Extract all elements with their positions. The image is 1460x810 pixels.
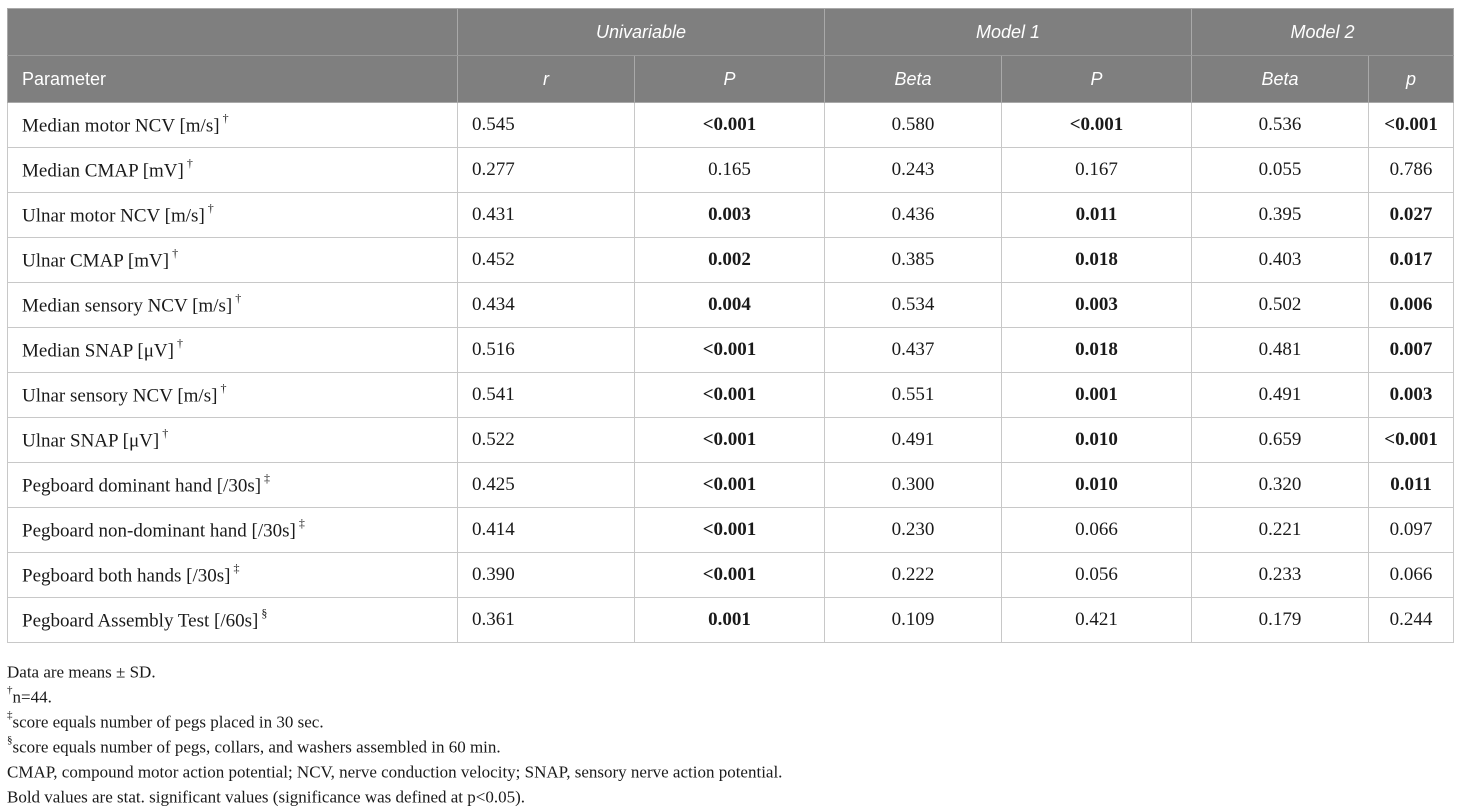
cell-beta-model-1: 0.437	[825, 328, 1002, 373]
results-table	[7, 8, 1454, 643]
col-header-beta-model-1: Beta	[825, 56, 1002, 103]
footnote-line	[7, 781, 1447, 806]
cell-p-model-2: 0.006	[1369, 283, 1454, 328]
footnote-mark: †	[235, 290, 242, 305]
parameter-label: Median sensory NCV [m/s]	[22, 295, 233, 317]
cell-r: 0.434	[458, 283, 635, 328]
cell-p-model-2: 0.007	[1369, 328, 1454, 373]
cell-p-model-2: <0.001	[1369, 103, 1454, 148]
footnote-mark: †	[186, 155, 193, 170]
cell-parameter	[8, 283, 458, 328]
cell-p-model-1: 0.003	[1002, 283, 1192, 328]
parameter-label: Ulnar motor NCV [m/s]	[22, 205, 205, 227]
footnote-line	[7, 706, 1447, 731]
column-header-row	[8, 56, 1454, 103]
cell-beta-model-1: 0.385	[825, 238, 1002, 283]
cell-beta-model-2: 0.403	[1192, 238, 1369, 283]
parameter-label: Pegboard dominant hand [/30s]	[22, 475, 262, 497]
table-header	[8, 9, 1454, 103]
cell-p-model-2: 0.786	[1369, 148, 1454, 193]
cell-parameter	[8, 373, 458, 418]
results-table-container	[7, 8, 1453, 643]
cell-parameter	[8, 508, 458, 553]
cell-parameter	[8, 103, 458, 148]
cell-p-model-1: 0.018	[1002, 328, 1192, 373]
parameter-label: Median motor NCV [m/s]	[22, 115, 220, 137]
parameter-label: Pegboard non-dominant hand [/30s]	[22, 520, 296, 542]
cell-p-model-1: 0.018	[1002, 238, 1192, 283]
footnote-mark: ‡	[233, 560, 240, 575]
footnote-text: CMAP, compound motor action potential; NCV, nerve conduction velocity; SNAP, sensory nerve action potential.	[7, 762, 783, 782]
cell-p-univariable: 0.165	[635, 148, 825, 193]
table-body	[8, 103, 1454, 643]
cell-p-model-1: 0.010	[1002, 418, 1192, 463]
parameter-label: Ulnar SNAP [μV]	[22, 430, 160, 452]
parameter-label: Median CMAP [mV]	[22, 160, 184, 182]
cell-beta-model-2: 0.395	[1192, 193, 1369, 238]
cell-p-model-1: 0.056	[1002, 553, 1192, 598]
footnote-symbol: §	[7, 734, 13, 746]
table-row	[8, 553, 1454, 598]
table-row	[8, 238, 1454, 283]
footnote-mark: †	[222, 110, 229, 125]
group-header-model-1: Model 1	[825, 9, 1192, 56]
cell-p-univariable: <0.001	[635, 328, 825, 373]
col-header-p-model-2: p	[1369, 56, 1454, 103]
group-header-row	[8, 9, 1454, 56]
cell-parameter	[8, 418, 458, 463]
footnote-mark: ‡	[298, 515, 305, 530]
table-row	[8, 598, 1454, 643]
cell-parameter	[8, 598, 458, 643]
cell-p-model-2: 0.097	[1369, 508, 1454, 553]
cell-beta-model-2: 0.055	[1192, 148, 1369, 193]
cell-parameter	[8, 328, 458, 373]
cell-p-univariable: 0.002	[635, 238, 825, 283]
footnote-mark: †	[172, 245, 179, 260]
cell-p-model-1: 0.010	[1002, 463, 1192, 508]
footnote-line	[7, 656, 1447, 681]
cell-p-model-1: 0.167	[1002, 148, 1192, 193]
cell-beta-model-2: 0.481	[1192, 328, 1369, 373]
parameter-label: Pegboard Assembly Test [/60s]	[22, 610, 259, 632]
cell-p-model-2: <0.001	[1369, 418, 1454, 463]
cell-p-model-2: 0.003	[1369, 373, 1454, 418]
cell-p-model-1: 0.066	[1002, 508, 1192, 553]
group-header-model-2: Model 2	[1192, 9, 1454, 56]
cell-beta-model-1: 0.436	[825, 193, 1002, 238]
cell-r: 0.522	[458, 418, 635, 463]
footnote-mark: †	[207, 200, 214, 215]
cell-p-model-1: 0.421	[1002, 598, 1192, 643]
footnote-mark: †	[220, 380, 227, 395]
group-header-empty	[8, 9, 458, 56]
cell-r: 0.390	[458, 553, 635, 598]
footnote-line	[7, 756, 1447, 781]
cell-beta-model-1: 0.551	[825, 373, 1002, 418]
cell-p-univariable: <0.001	[635, 103, 825, 148]
col-header-p-model-1: P	[1002, 56, 1192, 103]
footnote-text: Data are means ± SD.	[7, 662, 156, 682]
parameter-label: Pegboard both hands [/30s]	[22, 565, 231, 587]
table-row	[8, 463, 1454, 508]
table-footnotes	[7, 656, 1447, 806]
table-row	[8, 283, 1454, 328]
footnote-text: Bold values are stat. significant values (significance was defined at p<0.05).	[7, 787, 526, 807]
cell-r: 0.452	[458, 238, 635, 283]
cell-beta-model-2: 0.502	[1192, 283, 1369, 328]
cell-beta-model-1: 0.230	[825, 508, 1002, 553]
cell-r: 0.361	[458, 598, 635, 643]
table-row	[8, 418, 1454, 463]
cell-beta-model-2: 0.221	[1192, 508, 1369, 553]
cell-p-model-1: 0.011	[1002, 193, 1192, 238]
footnote-mark: †	[162, 425, 169, 440]
cell-p-univariable: <0.001	[635, 463, 825, 508]
cell-r: 0.541	[458, 373, 635, 418]
cell-r: 0.425	[458, 463, 635, 508]
cell-p-univariable: 0.004	[635, 283, 825, 328]
footnote-mark: †	[176, 335, 183, 350]
cell-beta-model-1: 0.300	[825, 463, 1002, 508]
table-row	[8, 193, 1454, 238]
cell-beta-model-2: 0.536	[1192, 103, 1369, 148]
table-row	[8, 148, 1454, 193]
parameter-label: Median SNAP [μV]	[22, 340, 174, 362]
cell-p-univariable: <0.001	[635, 508, 825, 553]
group-header-univariable: Univariable	[458, 9, 825, 56]
footnote-symbol: ‡	[7, 709, 13, 721]
cell-parameter	[8, 463, 458, 508]
cell-r: 0.414	[458, 508, 635, 553]
footnote-line	[7, 731, 1447, 756]
cell-r: 0.545	[458, 103, 635, 148]
cell-p-model-2: 0.011	[1369, 463, 1454, 508]
cell-p-model-2: 0.027	[1369, 193, 1454, 238]
cell-r: 0.516	[458, 328, 635, 373]
cell-parameter	[8, 148, 458, 193]
footnote-text: score equals number of pegs placed in 30 sec.	[12, 712, 324, 732]
parameter-label: Ulnar CMAP [mV]	[22, 250, 170, 272]
cell-p-univariable: <0.001	[635, 373, 825, 418]
cell-p-model-1: <0.001	[1002, 103, 1192, 148]
footnote-mark: ‡	[264, 470, 271, 485]
cell-p-model-2: 0.017	[1369, 238, 1454, 283]
cell-beta-model-2: 0.491	[1192, 373, 1369, 418]
table-row	[8, 103, 1454, 148]
cell-beta-model-1: 0.243	[825, 148, 1002, 193]
cell-r: 0.431	[458, 193, 635, 238]
col-header-r: r	[458, 56, 635, 103]
cell-beta-model-1: 0.491	[825, 418, 1002, 463]
cell-p-model-1: 0.001	[1002, 373, 1192, 418]
cell-parameter	[8, 193, 458, 238]
col-header-parameter: Parameter	[8, 56, 458, 103]
cell-p-model-2: 0.066	[1369, 553, 1454, 598]
footnote-text: score equals number of pegs, collars, and washers assembled in 60 min.	[12, 737, 501, 757]
table-row	[8, 373, 1454, 418]
cell-p-univariable: <0.001	[635, 418, 825, 463]
cell-beta-model-1: 0.580	[825, 103, 1002, 148]
cell-beta-model-2: 0.320	[1192, 463, 1369, 508]
col-header-p-univariable: P	[635, 56, 825, 103]
parameter-label: Ulnar sensory NCV [m/s]	[22, 385, 218, 407]
cell-p-univariable: <0.001	[635, 553, 825, 598]
cell-beta-model-2: 0.179	[1192, 598, 1369, 643]
table-row	[8, 508, 1454, 553]
table-row	[8, 328, 1454, 373]
cell-p-univariable: 0.003	[635, 193, 825, 238]
cell-r: 0.277	[458, 148, 635, 193]
cell-parameter	[8, 238, 458, 283]
footnote-mark: §	[261, 605, 268, 620]
cell-p-univariable: 0.001	[635, 598, 825, 643]
cell-p-model-2: 0.244	[1369, 598, 1454, 643]
footnote-text: n=44.	[12, 687, 52, 707]
cell-beta-model-1: 0.534	[825, 283, 1002, 328]
cell-beta-model-2: 0.659	[1192, 418, 1369, 463]
cell-parameter	[8, 553, 458, 598]
footnote-line	[7, 681, 1447, 706]
footnote-symbol: †	[7, 684, 13, 696]
cell-beta-model-1: 0.109	[825, 598, 1002, 643]
col-header-beta-model-2: Beta	[1192, 56, 1369, 103]
cell-beta-model-1: 0.222	[825, 553, 1002, 598]
cell-beta-model-2: 0.233	[1192, 553, 1369, 598]
